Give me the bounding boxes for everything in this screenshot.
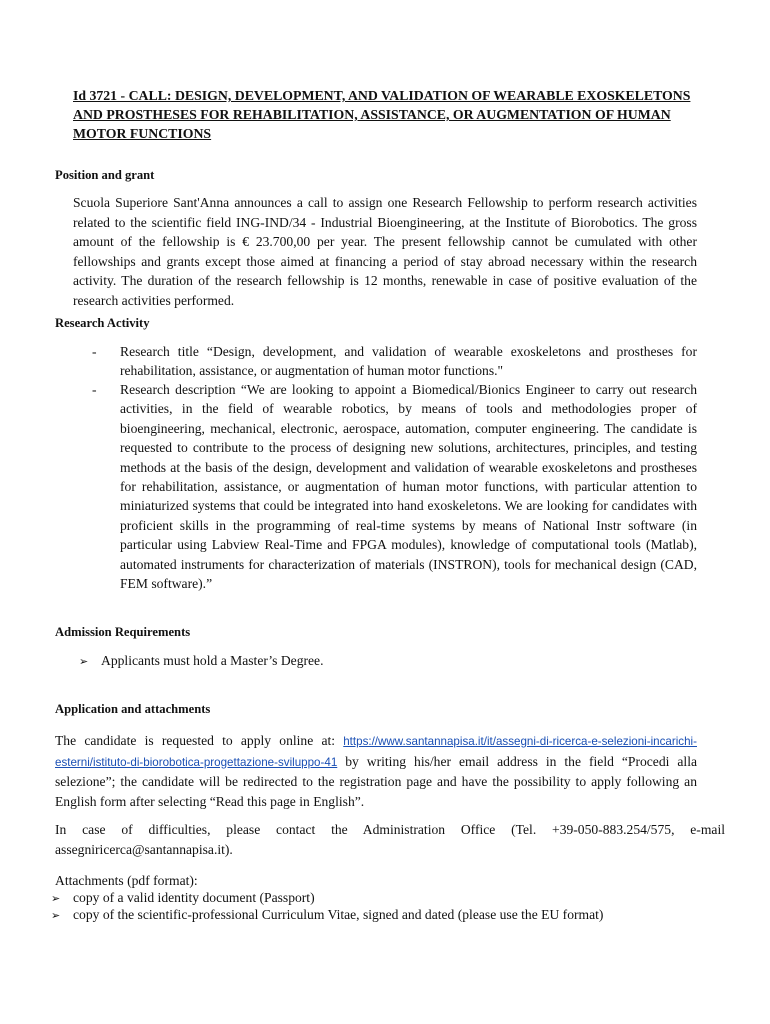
application-paragraph: [55, 731, 697, 811]
difficulties-paragraph: In case of difficulties, please contact the Administration Office (Tel. +39-050-883.254/575, e-mail assegniricerca@santannapisa.it).: [55, 822, 725, 857]
admission-heading: Admission Requirements: [55, 625, 191, 639]
research-description-text: Research description “We are looking to appoint a Biomedical/Bionics Engineer to carry out research activities, in the field of wearable robotics, by means of tools and methodologies proper of bioengineering, mechanical, electronic, aerospace, automation, computer engineering. The candidate is requested to contribute to the process of designing new solutions, architectures, principles, and testing methods at the basis of the design, development and validation of wearable exoskeletons and prostheses for rehabilitation, assistance, or augmentation of human motor functions, with particular attention to miniaturized systems that could be integrated into hand exoskeletons. We are looking for candidates with proficient skills in the programming of real-time systems by means of National Instr software (in particular using Labview Real-Time and FPGA modules), knowledge of computational tools (Matlab), automated instruments for characterization of materials (INSTRON), tools for mechanical design (CAD, FEM software).”: [120, 382, 697, 592]
dash-bullet: -: [92, 344, 97, 359]
page-title: Id 3721 - CALL: DESIGN, DEVELOPMENT, AND VALIDATION OF WEARABLE EXOSKELETONS AND PROSTHESES FOR REHABILITATION, ASSISTANCE, OR AUGMENTATION OF HUMAN MOTOR FUNCTIONS: [73, 88, 691, 141]
attachment-item: copy of a valid identity document (Passport): [73, 890, 315, 905]
position-paragraph: Scuola Superiore Sant'Anna announces a call to assign one Research Fellowship to perform research activities related to the scientific field ING-IND/34 - Industrial Bioengineering, at the Institute of Biorobotics. The gross amount of the fellowship is € 23.700,00 per year. The present fellowship cannot be cumulated with other fellowships and grants except those aimed at financing a period of stay abroad necessary within the research activity. The duration of the research fellowship is 12 months, renewable in case of positive evaluation of the research activities performed.: [73, 195, 697, 308]
research-heading: Research Activity: [55, 316, 150, 330]
application-text-after: by writing his/her email address in the field “Procedi alla selezione”; the candidate will be redirected to the registration page and have the possibility to apply following an English form after selecting “Read this page in English”.: [55, 753, 697, 809]
attachment-item: copy of the scientific-professional Curriculum Vitae, signed and dated (please use the EU format): [73, 907, 604, 922]
application-link[interactable]: https://www.santannapisa.it/it/assegni-di-ricerca-e-selezioni-incarichi-esterni/istituto-di-biorobotica-progettazione-sviluppo-41: [55, 735, 697, 769]
application-heading: Application and attachments: [55, 702, 211, 716]
position-heading: Position and grant: [55, 168, 155, 182]
list-item: [51, 889, 315, 907]
list-item: [92, 380, 697, 593]
admission-text: Applicants must hold a Master’s Degree.: [101, 653, 324, 668]
admission-item: [79, 652, 324, 670]
application-text-before: The candidate is requested to apply online at:: [55, 733, 344, 748]
attachments-label: Attachments (pdf format):: [55, 873, 198, 888]
dash-bullet: -: [92, 382, 97, 397]
list-item: [92, 342, 697, 381]
arrow-bullet-icon: ➢: [51, 909, 61, 922]
arrow-bullet-icon: ➢: [79, 655, 89, 668]
list-item: [51, 906, 603, 924]
research-title-text: Research title “Design, development, and validation of wearable exoskeletons and prostheses for rehabilitation, assistance, or augmentation of human motor functions.": [120, 344, 697, 379]
arrow-bullet-icon: ➢: [51, 892, 61, 905]
